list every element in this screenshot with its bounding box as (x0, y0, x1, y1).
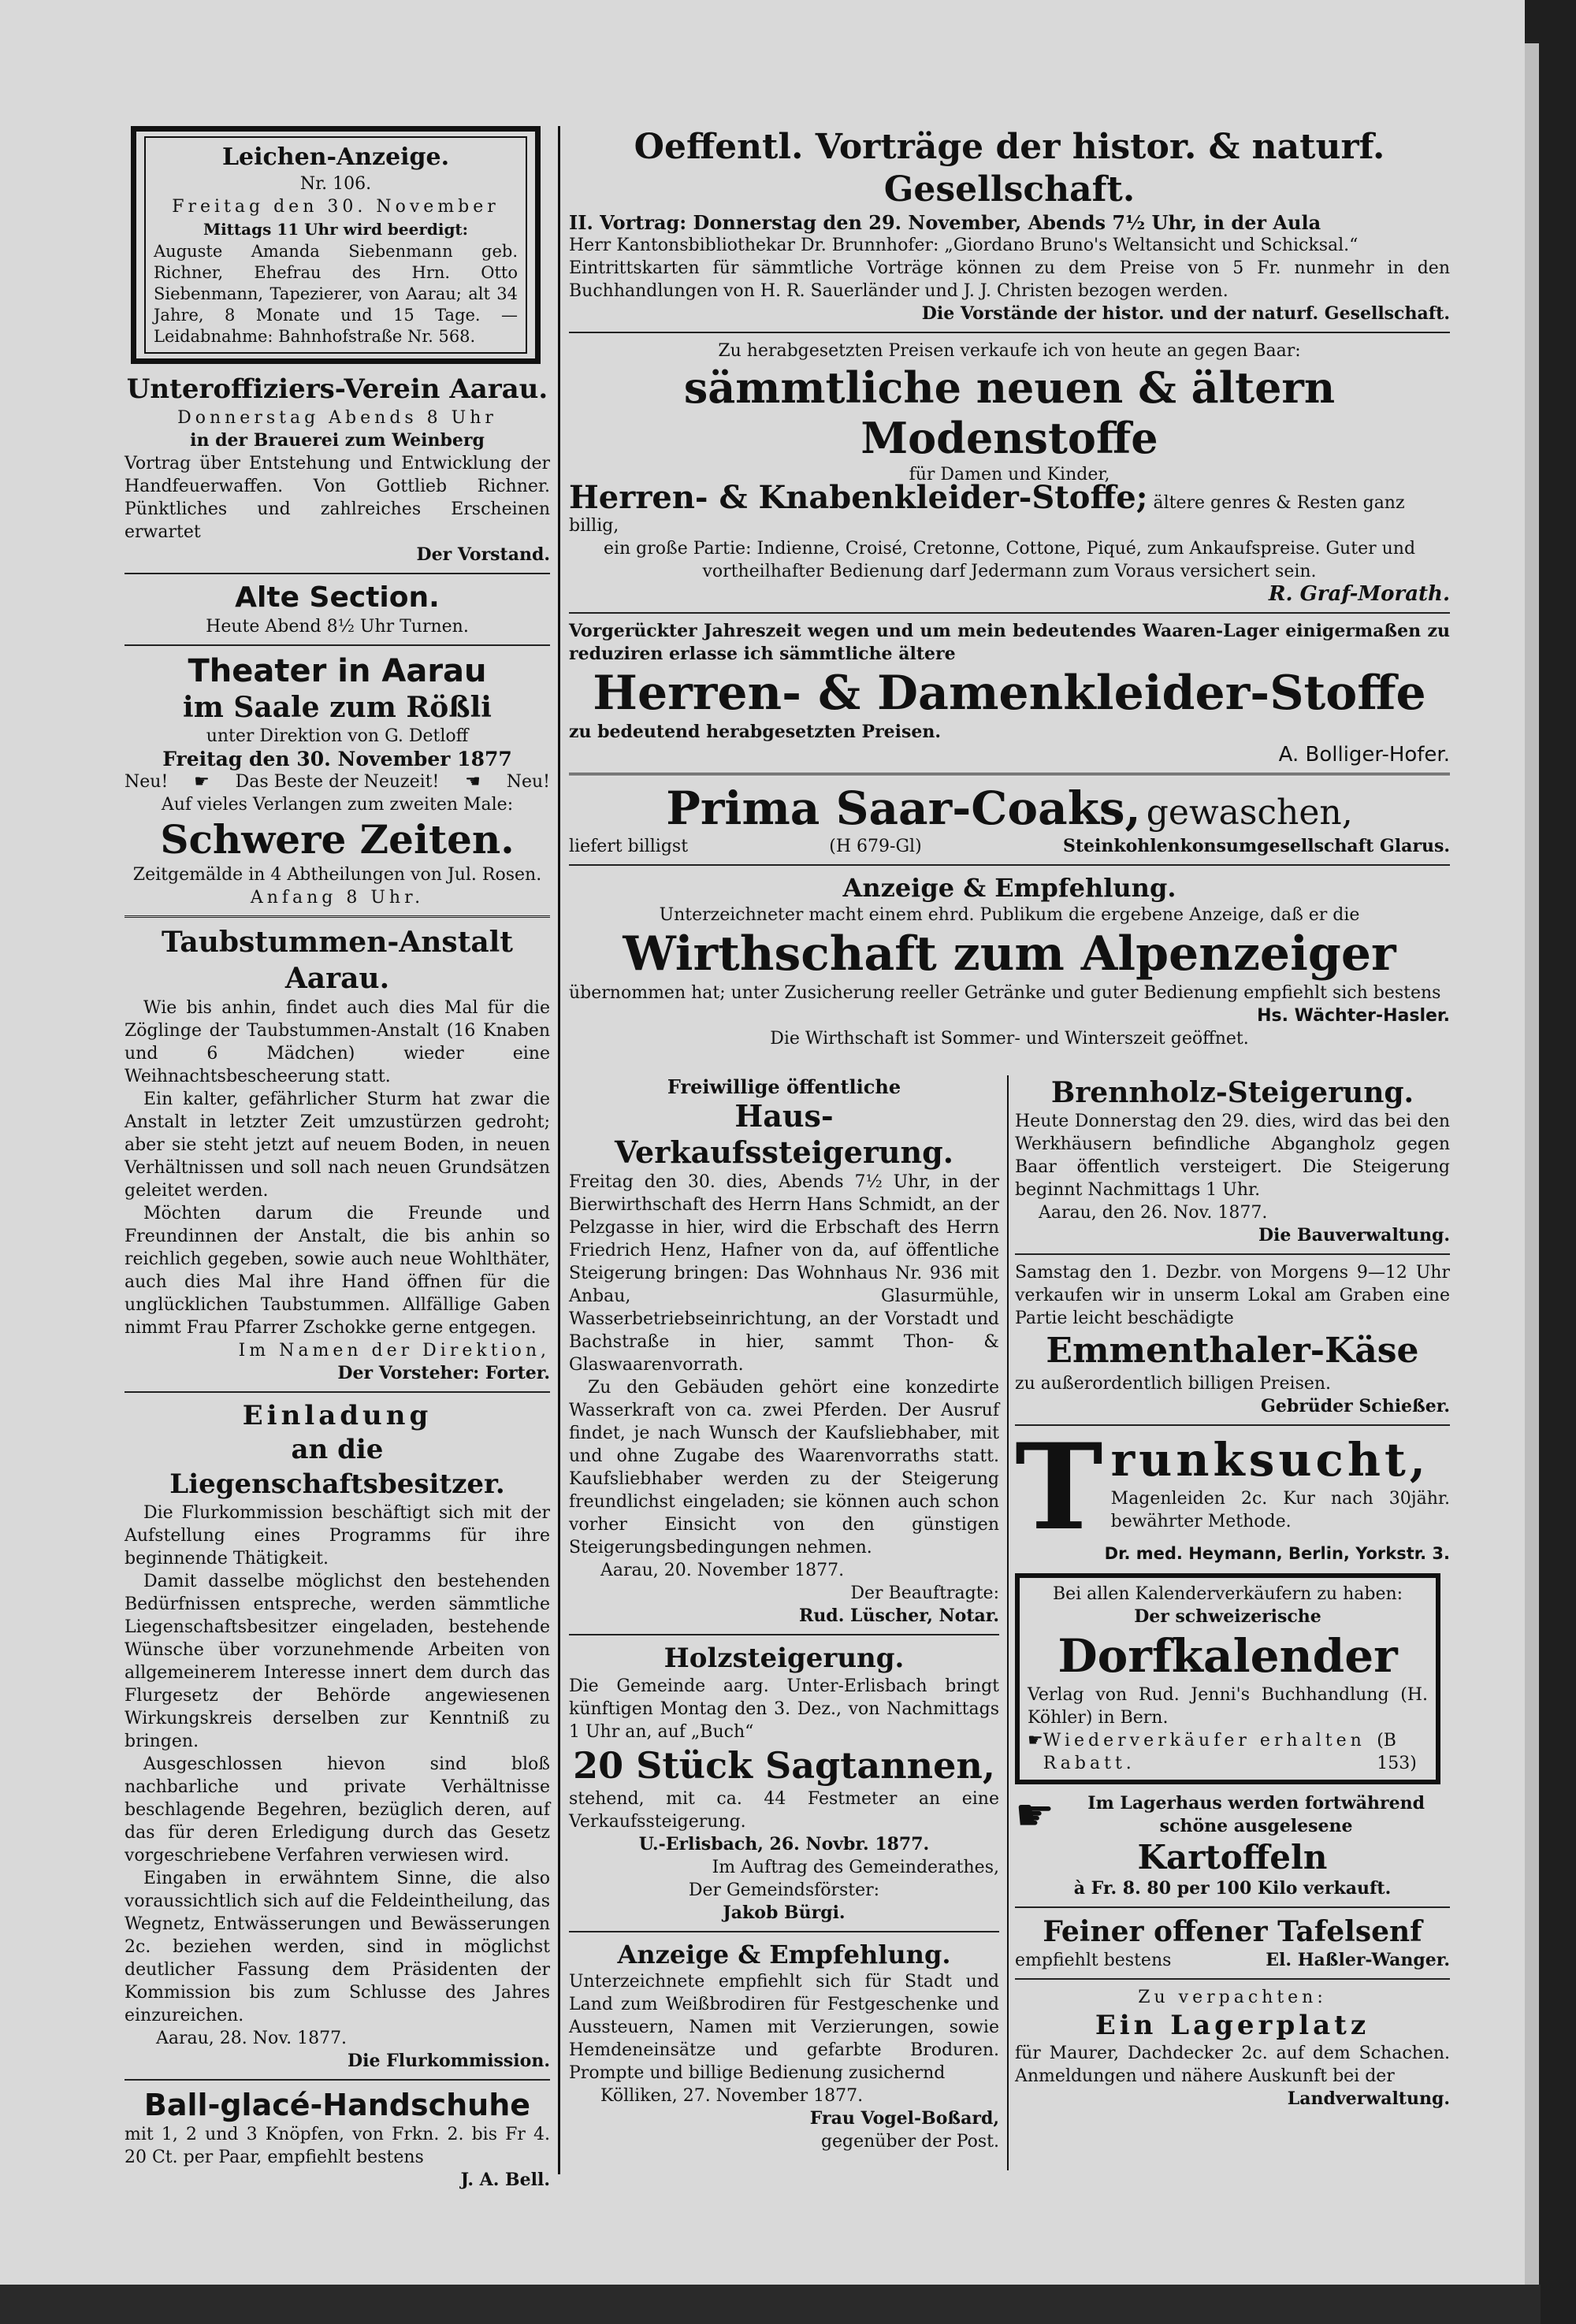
holzsteigerung-ad (569, 1642, 999, 1925)
kartoffeln-price: à Fr. 8. 80 per 100 Kilo verkauft. (1073, 1878, 1392, 1899)
coaks-title: Prima Saar-Coaks, (666, 781, 1141, 835)
coaks-sign: Steinkohlenkonsumgesellschaft Glarus. (1062, 836, 1450, 856)
wirthschaft-sign: Hs. Wächter-Hasler. (1257, 1006, 1450, 1026)
anz-addr: gegenüber der Post. (820, 2132, 999, 2151)
theater-request: Auf vieles Verlangen zum zweiten Male: (161, 795, 514, 815)
trunksucht-ad (1015, 1418, 1450, 1565)
ball-glace-sign: J. A. Bell. (460, 2170, 550, 2190)
einladung-p3: Ausgeschlossen hievon sind bloß nachbarliche und private Verhältnisse beschlagende Begehren, bezüglich deren, auf das für deren Erledigung durch das Gesetz vorgeschriebene Verfahren verwiesen wird. (125, 1754, 550, 1866)
kalender-code: (B 153) (1377, 1731, 1417, 1773)
lager-body: für Maurer, Dachdecker 2c. auf dem Schachen. Anmeldungen und nähere Auskunft bei der (1015, 2044, 1450, 2086)
wirthschaft-title: Wirthschaft zum Alpenzeiger (623, 926, 1396, 982)
kaese-intro: Samstag den 1. Dezbr. von Morgens 9—12 Uhr verkaufen wir in unserm Lokal am Graben eine Partie leicht beschädigte (1015, 1263, 1450, 1328)
anz-title: Anzeige & Empfehlung. (617, 1940, 951, 1969)
kalender-intro: Bei allen Kalenderverkäufern zu haben: (1052, 1584, 1403, 1604)
theater-description: Zeitgemälde in 4 Abtheilungen von Jul. Rosen. (132, 865, 542, 885)
vortrag-line2: Herr Kantonsbibliothekar Dr. Brunnhofer: „Giordano Bruno's Weltansicht und Schicksal.“ (569, 236, 1359, 255)
kaese-ad (1015, 1261, 1450, 1418)
haus-head1: Freiwillige öffentliche (667, 1075, 901, 1098)
brennholz-ad (1015, 1075, 1450, 1247)
haus-role: Der Beauftragte: (850, 1583, 999, 1603)
unteroffiziers-sign: Der Vorstand. (416, 544, 550, 565)
trunksucht-body: Magenleiden 2c. Kur nach 30jähr. bewährter Methode. (1110, 1489, 1450, 1531)
pointing-hand-icon: ☛ (1015, 1789, 1055, 1841)
einladung-p4: Eingaben in erwähntem Sinne, die also voraussichtlich sich auf die Feldeintheilung, das Wegnetz, Entwässerungen und Bewässerungen 2c. beziehen werden, sind in möglichst deutlicher Fassung dem Präsidenten der Kommission bis zum Schlusse des Jahres einzureichen. (125, 1869, 550, 2025)
wirthschaft-ad (569, 872, 1450, 1050)
damenkleider-intro: Vorgerückter Jahreszeit wegen und um mein bedeutendes Waaren-Lager einigermaßen zu reduziren erlasse ich sämmtliche ältere (569, 621, 1450, 664)
lager-title: Ein Lagerplatz (1095, 2010, 1370, 2041)
unteroffiziers-body: Vortrag über Entstehung und Entwicklung der Handfeuerwaffen. Von Gottlieb Richner. Pünktliches und zahlreiches Erscheinen erwartet (125, 454, 550, 542)
dorfkalender-ad (1015, 1573, 1440, 1784)
kaese-sign: Gebrüder Schießer. (1261, 1396, 1450, 1416)
tafelsenf-ad (1015, 1914, 1450, 1972)
theater-new-right: Neu! (506, 772, 550, 792)
ball-glace-body: mit 1, 2 und 3 Knöpfen, von Frkn. 2. bis Fr 4. 20 Ct. per Paar, empfiehlt bestens (125, 2125, 550, 2167)
theater-ad (125, 652, 550, 909)
funeral-title: Leichen-Anzeige. (221, 143, 450, 171)
theater-title: Theater in Aarau (188, 653, 487, 689)
anz-date: Kölliken, 27. November 1877. (600, 2086, 864, 2106)
holz-body2: stehend, mit ca. 44 Festmeter an eine Verkaufssteigerung. (569, 1789, 999, 1832)
lager-sign: Landverwaltung. (1287, 2088, 1450, 2109)
haus-date: Aarau, 20. November 1877. (600, 1561, 845, 1580)
theater-new-row (125, 770, 550, 793)
alte-section-line: Heute Abend 8½ Uhr Turnen. (206, 617, 469, 637)
haus-head2: Haus-Verkaufssteigerung. (615, 1098, 953, 1170)
haus-body: Freitag den 30. dies, Abends 7½ Uhr, in der Bierwirthschaft des Herrn Hans Schmidt, an der Pelzgasse in hier, wird die Erbschaft des Herrn Friedrich Henz, Hafner von da, auf öffentliche Steigerung bringen: Das Wohnhaus Nr. 936 mit Anbau, Glasurmühle, Wasserbetriebseinrichtung, an der Vorstadt und Bachstraße in hier, sammt Thon- & Glaswaarenvorrath. (569, 1172, 999, 1375)
coaks-ad (569, 781, 1450, 858)
modenstoffe-for: für Damen und Kinder, (909, 465, 1110, 484)
damenkleider-sign: A. Bolliger-Hofer. (1278, 743, 1450, 767)
taubstummen-ad (125, 924, 550, 1385)
wirthschaft-head: Anzeige & Empfehlung. (842, 873, 1176, 903)
taubstummen-p1: Wie bis anhin, findet auch dies Mal für die Zöglinge der Taubstummen-Anstalt (16 Knaben und 6 Mädchen) wieder eine Weihnachtsbescheerung statt. (125, 998, 550, 1086)
einladung-title1: Einladung (242, 1400, 433, 1431)
pointing-hand-icon: ☛ (1028, 1731, 1043, 1750)
anzeige-empfehlung-ad (569, 1939, 999, 2153)
unteroffiziers-line2: in der Brauerei zum Weinberg (190, 430, 485, 451)
coaks-code: (H 679-Gl) (829, 837, 922, 856)
modenstoffe-body: ein große Partie: Indienne, Croisé, Cretonne, Cottone, Piqué, zum Ankaufspreise. Guter und vortheilhafter Bedienung darf Jedermann zum Voraus versichert sein. (603, 539, 1416, 581)
tafel-sign: El. Haßler-Wanger. (1266, 1950, 1450, 1970)
holz-date: U.-Erlisbach, 26. Novbr. 1877. (638, 1834, 930, 1854)
funeral-date: Freitag den 30. November (172, 197, 500, 217)
einladung-p2: Damit dasselbe möglichst den bestehenden Bedürfnissen entspreche, werden sämmtliche Liegenschaftsbesitzer eingeladen, bestehende Wünsche über vorzunehmende Arbeiten von allgemeinerem Interesse innert dem durch das Flurgesetz der Behörde angewiesenen Wirkungskreis derselben zur Kenntniß zu bringen. (125, 1572, 550, 1751)
holz-role2: Der Gemeindsförster: (688, 1880, 880, 1900)
theater-direction: unter Direktion von G. Detloff (206, 726, 469, 746)
wirthschaft-body: übernommen hat; unter Zusicherung reeller Getränke und guter Bedienung empfiehlt sich bestens (569, 983, 1441, 1003)
theater-play: Schwere Zeiten. (160, 816, 515, 863)
alte-section-ad (125, 581, 550, 638)
modenstoffe-title: sämmtliche neuen & ältern Modenstoffe (683, 362, 1336, 463)
kalender-body: Verlag von Rud. Jenni's Buchhandlung (H. Köhler) in Bern. (1028, 1685, 1428, 1728)
modenstoffe-title2b: ältere genres & Resten ganz billig, (569, 493, 1405, 536)
column-divider (558, 126, 560, 2174)
holz-role1: Im Auftrag des Gemeinderathes, (712, 1858, 999, 1877)
einladung-p1: Die Flurkommission beschäftigt sich mit der Aufstellung eines Programms für ihre beginnende Thätigkeit. (125, 1503, 550, 1569)
vortrag-line1: II. Vortrag: Donnerstag den 29. November, Abends 7½ Uhr, in der Aula (569, 211, 1321, 234)
taubstummen-p2: Ein kalter, gefährlicher Sturm hat zwar die Anstalt in letzter Zeit umzustürzen gedroht; aber sie steht jetzt auf neuem Boden, in neuen Verhältnissen und soll nach neuen Grundsätzen geleitet werden. (125, 1090, 550, 1201)
kaese-body: zu außerordentlich billigen Preisen. (1015, 1374, 1332, 1394)
subcolumn-divider (1007, 1075, 1009, 2170)
theater-date: Freitag den 30. November 1877 (162, 748, 512, 770)
vortrag-sign: Die Vorstände der histor. und der naturf. Gesellschaft. (921, 303, 1450, 324)
ball-glace-title: Ball-glacé-Handschuhe (143, 2088, 531, 2122)
theater-start: Anfang 8 Uhr. (250, 888, 425, 908)
funeral-number: Nr. 106. (299, 174, 372, 194)
right-subcolumn-left (569, 1075, 999, 2178)
tafel-body: empfiehlt bestens (1015, 1951, 1172, 1970)
modenstoffe-intro: Zu herabgesetzten Preisen verkaufe ich von heute an gegen Baar: (718, 341, 1301, 361)
kaese-title: Emmenthaler-Käse (1046, 1331, 1419, 1371)
taubstummen-sign2: Der Vorsteher: Forter. (337, 1363, 550, 1383)
einladung-sign: Die Flurkommission. (348, 2051, 550, 2071)
lager-intro: Zu verpachten: (1138, 1988, 1327, 2007)
anz-sign: Frau Vogel-Boßard, (809, 2108, 999, 2129)
brenn-sign: Die Bauverwaltung. (1258, 1225, 1450, 1246)
theater-venue: im Saale zum Rößli (183, 691, 492, 724)
funeral-notice (131, 126, 541, 364)
coaks-title2: gewaschen, (1146, 793, 1353, 833)
modenstoffe-title2: Herren- & Knabenkleider-Stoffe; (569, 479, 1148, 516)
brenn-date: Aarau, den 26. Nov. 1877. (1039, 1203, 1268, 1223)
right-subcolumn-right (1015, 1075, 1450, 2178)
einladung-ad (125, 1399, 550, 2073)
trunksucht-initial: T (1015, 1418, 1103, 1557)
pointing-hand-icon: ☚ (465, 772, 481, 792)
kalender-sub: Der schweizerische (1134, 1606, 1321, 1627)
damenkleider-sub: zu bedeutend herabgesetzten Preisen. (569, 722, 942, 742)
haus-sign: Rud. Lüscher, Notar. (799, 1606, 999, 1626)
tafel-title: Feiner offener Tafelsenf (1043, 1915, 1422, 1948)
taubstummen-p3: Möchten darum die Freunde und Freundinnen der Anstalt, die bis anhin so reichlich gegeben, sowie auch neue Wohlthäter, auch dies Mal ihre Hand öffnen für die unglücklichen Taubstummen. Allfällige Gaben nimmt Frau Pfarrer Zschokke gerne entgegen. (125, 1204, 550, 1338)
trunksucht-sign: Dr. med. Heymann, Berlin, Yorkstr. 3. (1104, 1544, 1450, 1563)
modenstoffe-ad (569, 340, 1450, 606)
lagerplatz-ad (1015, 1986, 1450, 2111)
alte-section-title: Alte Section. (235, 581, 440, 614)
kartoffeln-head: Im Lagerhaus werden fortwährend schöne ausgelesene (1087, 1793, 1425, 1836)
kartoffeln-ad (1015, 1789, 1450, 1900)
wirthschaft-note: Die Wirthschaft ist Sommer- und Winterszeit geöffnet. (770, 1029, 1249, 1049)
brenn-title: Brennholz-Steigerung. (1050, 1076, 1414, 1109)
holz-title: Holzsteigerung. (663, 1643, 905, 1674)
right-column-top (569, 126, 1450, 1071)
ball-glace-ad (125, 2087, 550, 2192)
trunksucht-title: runksucht, (1110, 1433, 1429, 1487)
anz-body: Unterzeichnete empfiehlt sich für Stadt und Land zum Weißbrodiren für Festgeschenke und Aussteuern, Namen mit Verzierungen, sowie Hemdeneinsätze und gefarbte Broduren. Prompte und billige Bedienung zusichernd (569, 1972, 999, 2083)
haus-p2: Zu den Gebäuden gehört eine konzedirte Wasserkraft von ca. zwei Pferden. Der Ausruf findet, je nach Wunsch der Kaufsliebhaber, mit und ohne Zugabe des Waarenvorraths statt. Kaufsliebhaber werden zu der Steigerung freundlichst eingeladen; sie können auch schon vorher Einsicht von den günstigen Steigerungsbedingungen nehmen. (569, 1378, 999, 1557)
einladung-title2: an die Liegenschaftsbesitzer. (169, 1434, 505, 1500)
vortrag-line3: Eintrittskarten für sämmtliche Vorträge können zu dem Preise von 5 Fr. nunmehr in den Buchhandlungen von H. R. Sauerländer und J. J. Christen bezogen werden. (569, 258, 1450, 301)
scan-background (0, 2285, 1541, 2324)
taubstummen-title: Taubstummen-Anstalt Aarau. (162, 926, 513, 995)
left-column (125, 126, 550, 2190)
unteroffiziers-line1: Donnerstag Abends 8 Uhr (177, 408, 497, 428)
wirthschaft-intro: Unterzeichneter macht einem ehrd. Publikum die ergebene Anzeige, daß er die (659, 905, 1360, 925)
damenkleider-title: Herren- & Damenkleider-Stoffe (593, 666, 1426, 721)
funeral-time: Mittags 11 Uhr wird beerdigt: (203, 220, 469, 239)
theater-best: Das Beste der Neuzeit! (235, 772, 440, 792)
vortrag-title: Oeffentl. Vorträge der histor. & naturf. Gesellschaft. (634, 127, 1385, 210)
kalender-title: Dorfkalender (1057, 1629, 1398, 1683)
modenstoffe-sign: R. Graf-Morath. (1268, 582, 1450, 606)
einladung-date: Aarau, 28. Nov. 1877. (156, 2029, 348, 2048)
coaks-left: liefert billigst (569, 837, 689, 856)
brenn-body: Heute Donnerstag den 29. dies, wird das bei den Werkhäusern befindliche Abgangholz gegen Baar öffentlich versteigert. Die Steigerung beginnt Nachmittags 1 Uhr. (1015, 1112, 1450, 1200)
taubstummen-sign1: Im Namen der Direktion, (238, 1341, 550, 1361)
kartoffeln-title: Kartoffeln (1137, 1838, 1328, 1877)
holz-big: 20 Stück Sagtannen, (573, 1744, 995, 1787)
damenkleider-ad (569, 620, 1450, 767)
theater-new-left: Neu! (125, 772, 169, 792)
funeral-body: Auguste Amanda Siebenmann geb. Richner, Ehefrau des Hrn. Otto Siebenmann, Tapezierer, von Aarau; alt 34 Jahre, 8 Monate und 15 Tage. — Leidabnahme: Bahnhofstraße Nr. 568. (154, 242, 518, 346)
kalender-rabatt: Wiederverkäufer erhalten Rabatt. (1043, 1731, 1366, 1773)
unteroffiziers-ad (125, 372, 550, 566)
haus-steigerung-ad (569, 1075, 999, 1628)
holz-body: Die Gemeinde aarg. Unter-Erlisbach bringt künftigen Montag den 3. Dez., von Nachmittags 1 Uhr an, auf „Buch“ (569, 1676, 999, 1742)
page-edge (1525, 43, 1539, 2285)
unteroffiziers-title: Unteroffiziers-Verein Aarau. (126, 373, 548, 405)
vortrag-ad (569, 126, 1450, 325)
holz-sign: Jakob Bürgi. (723, 1903, 846, 1923)
pointing-hand-icon: ☛ (194, 772, 210, 792)
